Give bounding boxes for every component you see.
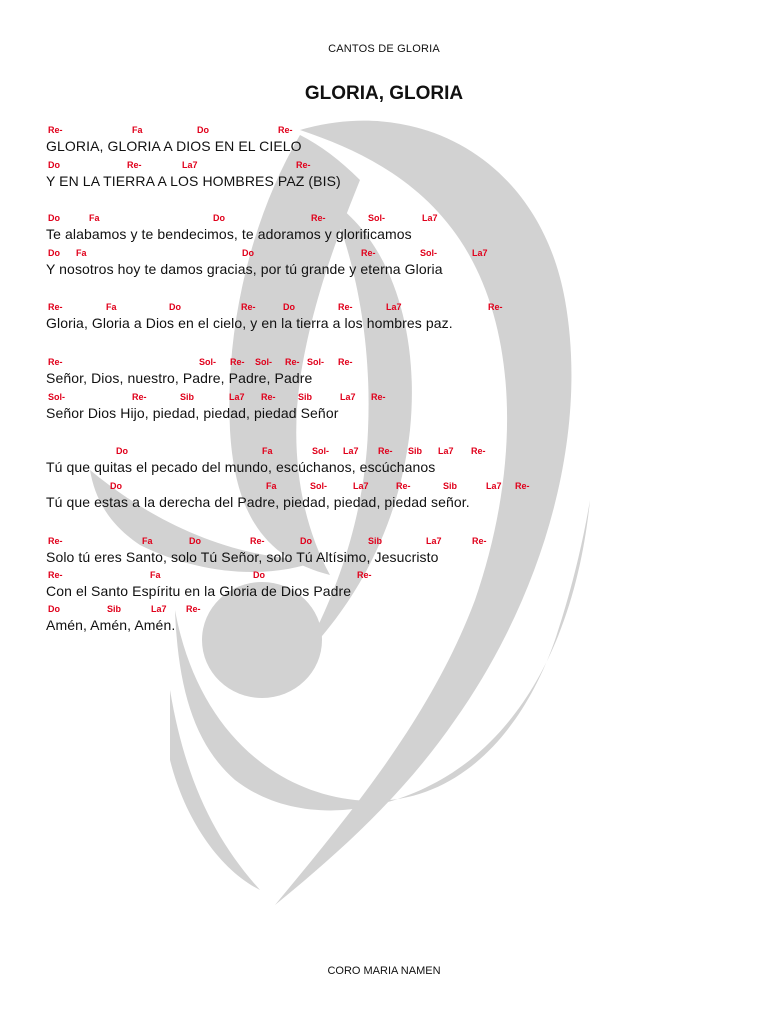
lyric-text: Y nosotros hoy te damos gracias, por tú grande y eterna Gloria: [46, 261, 443, 277]
chord: Sib: [107, 604, 122, 614]
chord: Re-: [186, 604, 201, 614]
document-footer: CORO MARIA NAMEN: [327, 965, 441, 977]
chord-row: [46, 481, 746, 493]
chord: Re-: [48, 536, 63, 546]
lyric-text: Gloria, Gloria a Dios en el cielo, y en la tierra a los hombres paz.: [46, 315, 453, 331]
chord: Sib: [368, 536, 383, 546]
song-line: [46, 392, 746, 421]
chord: Re-: [488, 302, 503, 312]
chord: La7: [438, 446, 454, 456]
lyric-text: Señor, Dios, nuestro, Padre, Padre, Padre: [46, 370, 313, 386]
chord-row: [46, 160, 746, 172]
chord: Do: [197, 125, 209, 135]
lyric-text: Solo tú eres Santo, solo Tú Señor, solo Tú Altísimo, Jesucristo: [46, 549, 439, 565]
chord: Do: [116, 446, 128, 456]
chord: Do: [189, 536, 201, 546]
chord: Do: [213, 213, 225, 223]
song-lyrics: [46, 0, 746, 1024]
chord: Re-: [471, 446, 486, 456]
chord: Re-: [48, 357, 63, 367]
chord: Do: [300, 536, 312, 546]
chord: Re-: [48, 302, 63, 312]
lyric-text: Te alabamos y te bendecimos, te adoramos y glorificamos: [46, 226, 412, 242]
chord: La7: [353, 481, 369, 491]
chord: Sol-: [310, 481, 327, 491]
chord: Sib: [180, 392, 195, 402]
chord: Sol-: [368, 213, 385, 223]
chord-row: [46, 357, 746, 369]
chord: Re-: [278, 125, 293, 135]
chord-row: [46, 604, 746, 616]
chord: Do: [169, 302, 181, 312]
chord: Re-: [515, 481, 530, 491]
chord: La7: [426, 536, 442, 546]
chord: Re-: [338, 357, 353, 367]
chord: Re-: [371, 392, 386, 402]
chord: Fa: [150, 570, 161, 580]
song-line: [46, 213, 746, 242]
song-line: [46, 357, 746, 386]
chord: Sol-: [307, 357, 324, 367]
song-line: [46, 248, 746, 277]
chord: Sib: [443, 481, 458, 491]
lyric-text: Tú que estas a la derecha del Padre, piedad, piedad, piedad señor.: [46, 494, 470, 510]
chord: Re-: [472, 536, 487, 546]
song-line: [46, 570, 746, 599]
lyric-text: Señor Dios Hijo, piedad, piedad, piedad Señor: [46, 405, 339, 421]
chord: Do: [283, 302, 295, 312]
chord-row: [46, 213, 746, 225]
chord: Sol-: [255, 357, 272, 367]
chord: Do: [48, 160, 60, 170]
chord: La7: [472, 248, 488, 258]
song-line: [46, 125, 746, 154]
chord: Re-: [296, 160, 311, 170]
chord: Sol-: [48, 392, 65, 402]
chord-row: [46, 570, 746, 582]
lyric-text: Con el Santo Espíritu en la Gloria de Dios Padre: [46, 583, 352, 599]
chord: Fa: [266, 481, 277, 491]
chord-row: [46, 248, 746, 260]
chord: La7: [422, 213, 438, 223]
chord-row: [46, 536, 746, 548]
chord: Fa: [262, 446, 273, 456]
chord: Re-: [396, 481, 411, 491]
chord: Fa: [106, 302, 117, 312]
chord: Re-: [361, 248, 376, 258]
song-line: [46, 536, 746, 565]
song-line: [46, 302, 746, 331]
chord: Do: [242, 248, 254, 258]
chord: Sol-: [312, 446, 329, 456]
chord-row: [46, 446, 746, 458]
chord: La7: [343, 446, 359, 456]
song-line: [46, 604, 746, 633]
lyric-text: Amén, Amén, Amén.: [46, 617, 176, 633]
chord: La7: [151, 604, 167, 614]
chord: Re-: [261, 392, 276, 402]
chord: Fa: [89, 213, 100, 223]
chord: Sib: [408, 446, 423, 456]
song-line: [46, 160, 746, 189]
chord: Do: [48, 213, 60, 223]
chord: Re-: [250, 536, 265, 546]
document-header: CANTOS DE GLORIA: [328, 43, 440, 55]
chord: La7: [229, 392, 245, 402]
chord: Re-: [48, 570, 63, 580]
chord: La7: [486, 481, 502, 491]
chord: Fa: [76, 248, 87, 258]
chord: Sol-: [420, 248, 437, 258]
chord: Re-: [311, 213, 326, 223]
chord: Sol-: [199, 357, 216, 367]
chord: Re-: [230, 357, 245, 367]
chord: Re-: [338, 302, 353, 312]
lyric-text: Tú que quitas el pecado del mundo, escúchanos, escúchanos: [46, 459, 436, 475]
chord: La7: [182, 160, 198, 170]
song-line: [46, 481, 746, 510]
lyric-text: Y EN LA TIERRA A LOS HOMBRES PAZ (BIS): [46, 173, 341, 189]
chord: Re-: [285, 357, 300, 367]
lyric-text: GLORIA, GLORIA A DIOS EN EL CIELO: [46, 138, 302, 154]
chord-row: [46, 392, 746, 404]
chord: Do: [48, 604, 60, 614]
chord: La7: [386, 302, 402, 312]
chord-row: [46, 302, 746, 314]
chord: Do: [110, 481, 122, 491]
chord: Re-: [127, 160, 142, 170]
chord: Fa: [142, 536, 153, 546]
chord: Sib: [298, 392, 313, 402]
chord: Re-: [132, 392, 147, 402]
chord: Re-: [378, 446, 393, 456]
chord: Re-: [241, 302, 256, 312]
chord: Re-: [48, 125, 63, 135]
chord: Do: [48, 248, 60, 258]
chord-row: [46, 125, 746, 137]
chord: Do: [253, 570, 265, 580]
song-title: GLORIA, GLORIA: [304, 83, 464, 104]
chord: Re-: [357, 570, 372, 580]
song-line: [46, 446, 746, 475]
chord: La7: [340, 392, 356, 402]
chord: Fa: [132, 125, 143, 135]
